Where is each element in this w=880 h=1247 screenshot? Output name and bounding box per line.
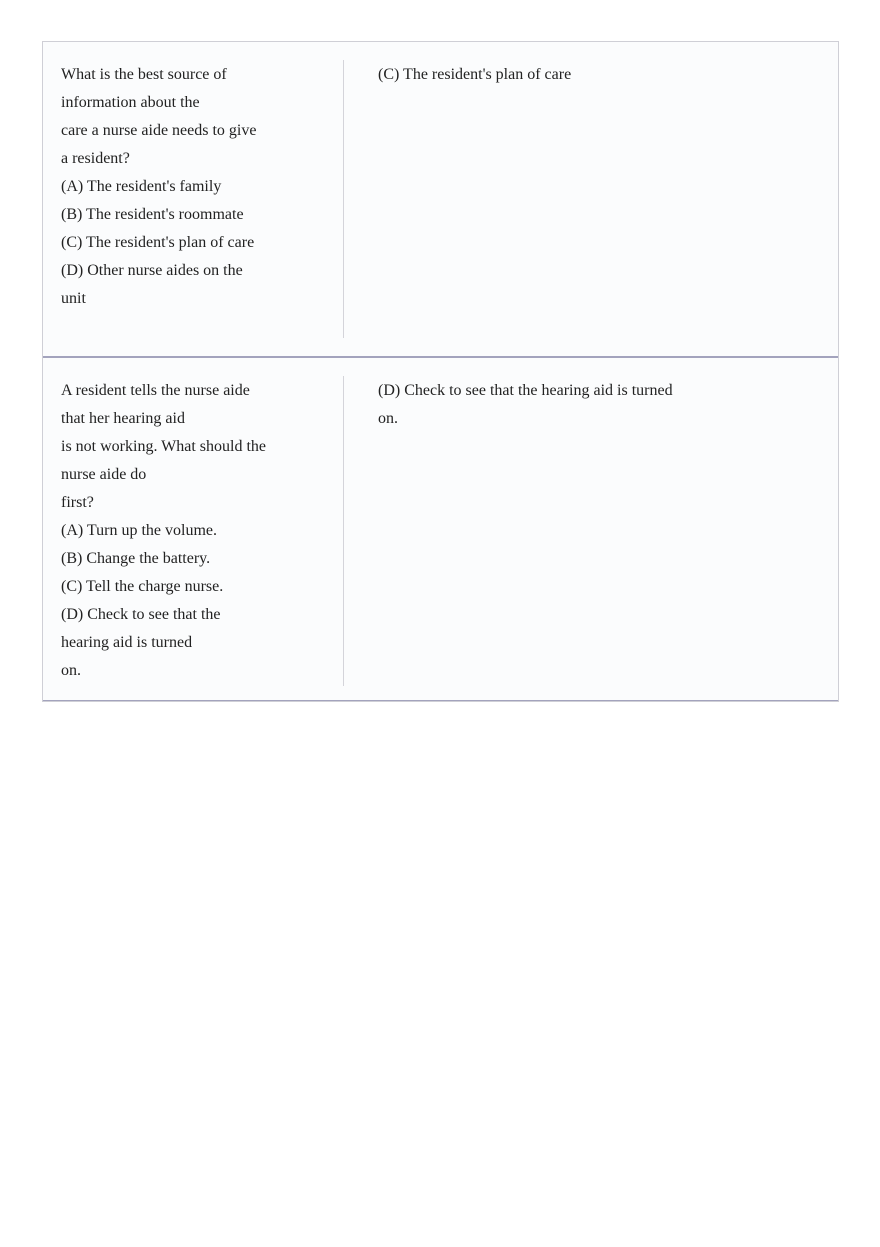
- answer-side: [378, 377, 708, 433]
- option-a: (A) The resident's family: [61, 178, 222, 195]
- question-line: care a nurse aide needs to give: [61, 122, 257, 139]
- flashcard: [43, 42, 838, 356]
- flashcard-list: [42, 41, 839, 702]
- answer-line: (D) Check to see that the hearing aid is turned: [378, 382, 673, 399]
- option-c: (C) Tell the charge nurse.: [61, 578, 224, 595]
- option-d: (D) Check to see that the: [61, 606, 221, 623]
- option-b: (B) The resident's roommate: [61, 206, 244, 223]
- question-line: a resident?: [61, 150, 130, 167]
- question-line: is not working. What should the: [61, 438, 267, 455]
- answer-line: (C) The resident's plan of care: [378, 66, 572, 83]
- option-b: (B) Change the battery.: [61, 550, 211, 567]
- option-d-continued: unit: [61, 290, 86, 307]
- option-c: (C) The resident's plan of care: [61, 234, 255, 251]
- answer-line: on.: [378, 410, 398, 427]
- question-line: A resident tells the nurse aide: [61, 382, 250, 399]
- question-side: [61, 61, 326, 313]
- option-d-continued: on.: [61, 662, 81, 679]
- flashcard: [43, 356, 838, 701]
- question-side: [61, 377, 326, 685]
- question-line: nurse aide do: [61, 466, 147, 483]
- card-divider: [343, 60, 344, 338]
- question-line: What is the best source of: [61, 66, 227, 83]
- question-line: information about the: [61, 94, 200, 111]
- question-line: first?: [61, 494, 94, 511]
- answer-side: [378, 61, 708, 89]
- option-d-continued: hearing aid is turned: [61, 634, 193, 651]
- question-line: that her hearing aid: [61, 410, 185, 427]
- card-divider: [343, 376, 344, 686]
- option-a: (A) Turn up the volume.: [61, 522, 217, 539]
- option-d: (D) Other nurse aides on the: [61, 262, 243, 279]
